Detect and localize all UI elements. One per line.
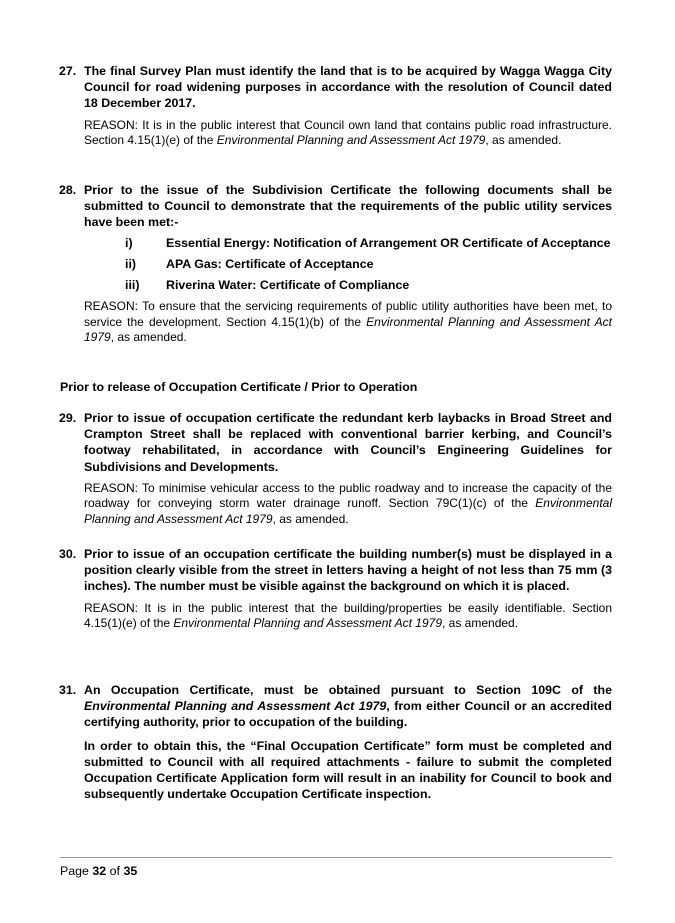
condition-number: 31. [59, 683, 77, 697]
total-pages: 35 [123, 864, 138, 878]
condition-number: 28. [59, 183, 77, 197]
condition-28 [59, 182, 612, 345]
utility-document-list [84, 235, 612, 294]
condition-reason: REASON: To minimise vehicular access to the public roadway and to increase the capacity of the roadway for conveying storm water drainage runoff. Section 79C(1)(c) of the Environmental Planning and Assessment Act 1979, as amended. [84, 480, 612, 526]
condition-heading: An Occupation Certificate, must be obtained pursuant to Section 109C of the Environmental Planning and Assessment Act 1979, from either Council or an accredited certifying authority, prior to occupation of the building. [84, 683, 612, 730]
of-label: of [109, 864, 120, 878]
list-item: ii) APA Gas: Certificate of Acceptance [125, 256, 374, 271]
section-heading: Prior to release of Occupation Certificate / Prior to Operation [60, 380, 418, 394]
condition-heading: Prior to issue of an occupation certificate the building number(s) must be displayed in a position clearly visible from the street in letters having a height of not less than 75 mm (3 inches). The number must be visible against the background on which it is placed. [84, 547, 612, 594]
condition-paragraph: In order to obtain this, the “Final Occupation Certificate” form must be completed and submitted to Council with all required attachments - failure to submit the completed Occupation Certificate Application form will result in an inability for Council to book and subsequently undertake Occupation Certificate inspection. [84, 738, 612, 802]
condition-reason: REASON: To ensure that the servicing requirements of public utility authorities have been met, to service the development. Section 4.15(1)(b) of the Environmental Planning and Assessment Act 1979, as amended. [84, 299, 612, 345]
condition-30 [59, 546, 612, 631]
footer-divider [60, 857, 612, 858]
condition-heading: The final Survey Plan must identify the land that is to be acquired by Wagga Wagga City Council for road widening purposes in accordance with the resolution of Council dated 18 December 2017. [84, 64, 612, 111]
condition-27 [59, 63, 612, 148]
condition-number: 30. [59, 547, 77, 561]
condition-reason: REASON: It is in the public interest that Council own land that contains public road infrastructure. Section 4.15(1)(e) of the Environmental Planning and Assessment Act 1979, as amended. [84, 117, 612, 148]
condition-heading: Prior to issue of occupation certificate the redundant kerb laybacks in Broad Street and Crampton Street shall be replaced with conventional barrier kerbing, and Council’s footway rehabilitated, in accordance with Council’s Engineering Guidelines for Subdivisions and Developments. [84, 411, 612, 474]
page-footer [60, 864, 137, 878]
condition-heading: Prior to the issue of the Subdivision Certificate the following documents shall be submitted to Council to demonstrate that the requirements of the public utility services have been met:- [84, 183, 612, 230]
condition-31 [59, 682, 612, 802]
page-label: Page [60, 864, 89, 878]
page-number: 32 [92, 864, 107, 878]
condition-reason: REASON: It is in the public interest that the building/properties be easily identifiable. Section 4.15(1)(e) of the Environmental Planning and Assessment Act 1979, as amended. [84, 600, 612, 631]
condition-number: 29. [59, 411, 77, 425]
condition-29 [59, 410, 612, 527]
list-item: i) Essential Energy: Notification of Arrangement OR Certificate of Acceptance [125, 235, 611, 250]
list-item: iii) Riverina Water: Certificate of Compliance [125, 278, 410, 293]
condition-number: 27. [59, 64, 77, 78]
